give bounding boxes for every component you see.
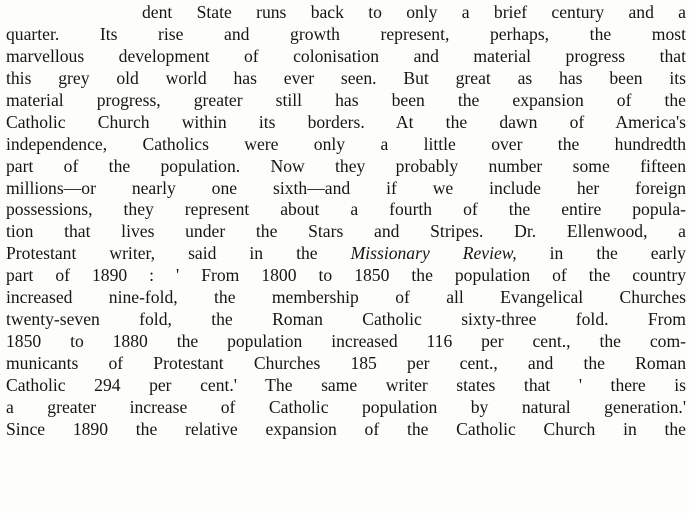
text-line-6: Catholic Church within its borders. At the dawn of America's — [6, 111, 686, 132]
text-line-16: 1850 to 1880 the population increased 116 per cent., the com- — [6, 331, 686, 352]
text-line-9: millions—or nearly one sixth—and if we include her foreign — [6, 177, 686, 198]
text-line-15: twenty-seven fold, the Roman Catholic sixty-three fold. From — [6, 309, 686, 330]
text-line-20: Since 1890 the relative expansion of the Catholic Church in the — [6, 418, 686, 439]
text-line-12 — [6, 243, 686, 265]
text-line-17: municants of Protestant Churches 185 per cent., and the Roman — [6, 353, 686, 373]
text-line-19: a greater increase of Catholic population by natural generation.' — [6, 396, 686, 417]
text-line-7: independence, Catholics were only a little over the hundredth — [6, 133, 686, 154]
text-line-11: tion that lives under the Stars and Stripes. Dr. Ellenwood, a — [6, 221, 686, 242]
body-text — [6, 2, 686, 441]
periodical-title: Missionary Review, — [350, 243, 517, 264]
text-line-10: possessions, they represent about a fourth of the entire popula- — [6, 199, 686, 220]
text-line-4: this grey old world has ever seen. But great as has been its — [6, 67, 686, 88]
text-line-1: dent State runs back to only a brief century and a — [142, 2, 686, 22]
text-line-14: increased nine-fold, the membership of all Evangelical Churches — [6, 287, 686, 308]
text-line-3: marvellous development of colonisation and material progress that — [6, 45, 686, 66]
text-line-5: material progress, greater still has been the expansion of the — [6, 89, 686, 110]
text-line-13: part of 1890 : ' From 1800 to 1850 the population of the country — [6, 265, 686, 286]
text-line-18: Catholic 294 per cent.' The same writer states that ' there is — [6, 374, 686, 395]
text-line-12-tail: in the early — [516, 243, 686, 264]
text-line-8: part of the population. Now they probably number some fifteen — [6, 155, 686, 176]
text-line-12-lead: Protestant writer, said in the — [6, 243, 351, 264]
text-line-2: quarter. Its rise and growth represent, perhaps, the most — [6, 23, 686, 44]
